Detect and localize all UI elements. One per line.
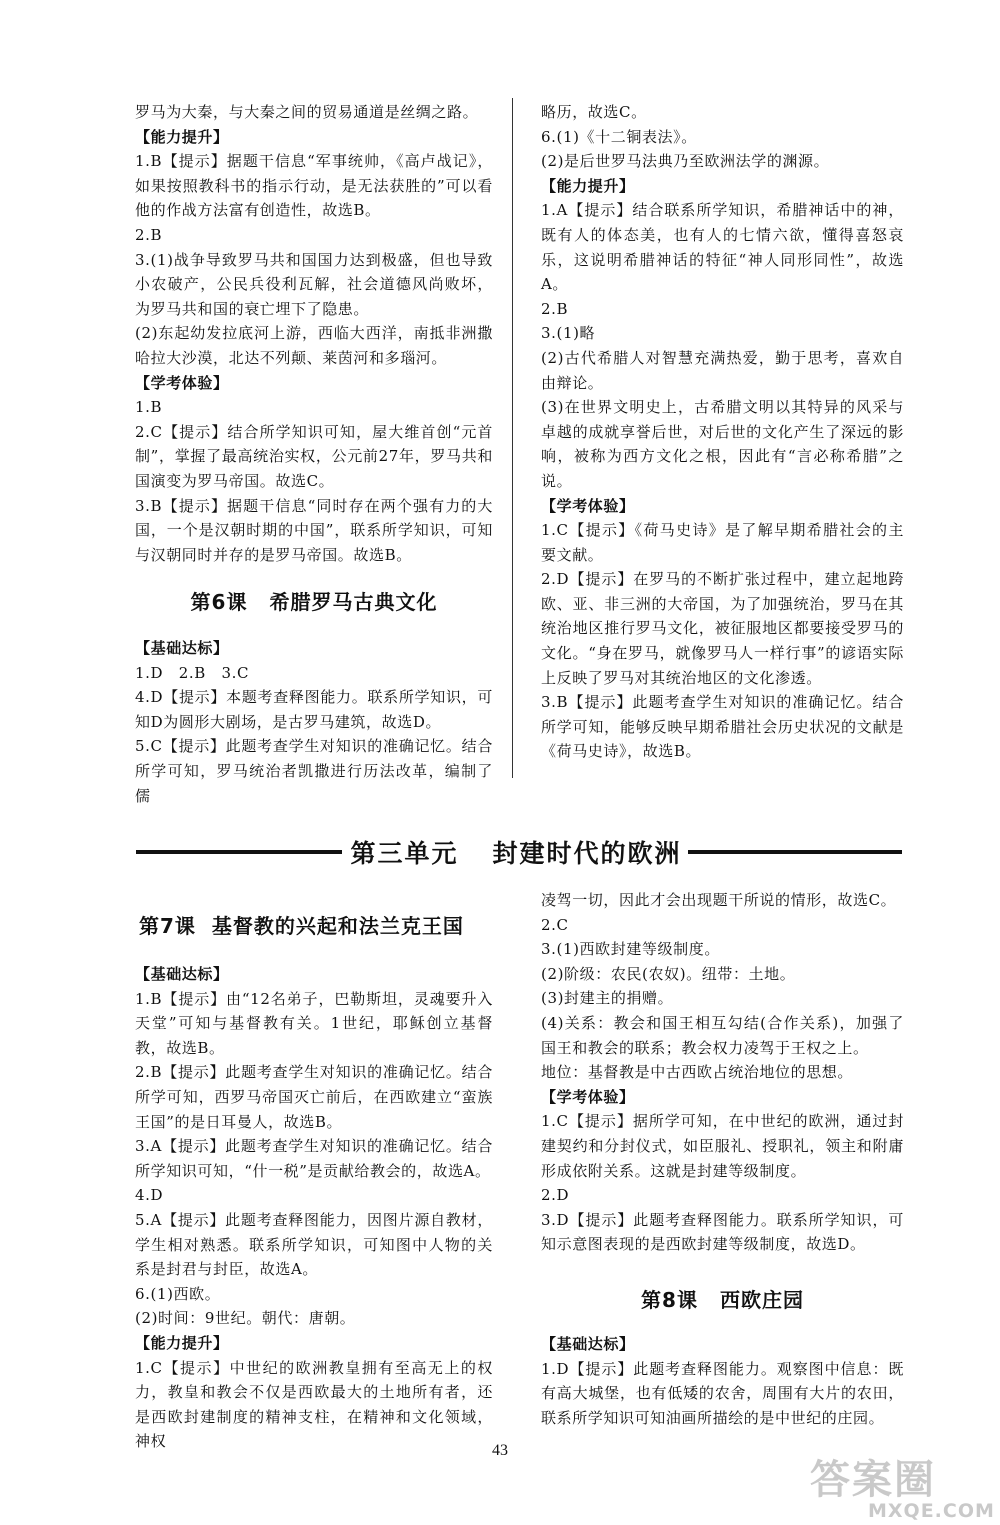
watermark-site: MXQE.COM bbox=[868, 1500, 995, 1522]
answer-paragraph: 2.B bbox=[541, 299, 569, 318]
lesson-8-right-content bbox=[541, 1332, 904, 1430]
answer-paragraph: 1.C【提示】据所学可知，在中世纪的欧洲，通过封建契约和分封仪式，如臣服礼、授职礼，领主和附庸形成依附关系。这就是封建等级制度。 bbox=[541, 1112, 904, 1180]
answer-paragraph: 4.D bbox=[135, 1186, 164, 1205]
answer-paragraph: 罗马为大秦，与大秦之间的贸易通道是丝绸之路。 bbox=[135, 103, 479, 121]
answer-paragraph: 1.C【提示】《荷马史诗》是了解早期希腊社会的主要文献。 bbox=[541, 521, 904, 564]
section-heading: 【基础达标】 bbox=[541, 1335, 635, 1353]
section-heading: 【学考体验】 bbox=[541, 1087, 635, 1106]
section-heading: 【学考体验】 bbox=[541, 496, 635, 515]
answer-paragraph: 3.B【提示】据题干信息“同时存在两个强有力的大国，一个是汉朝时期的中国”，联系所学知识，可知与汉朝同时并存的是罗马帝国。故选B。 bbox=[135, 496, 493, 564]
answer-paragraph: 凌驾一切，因此才会出现题干所说的情形，故选C。 bbox=[541, 891, 897, 909]
answer-paragraph: 地位：基督教是中古西欧占统治地位的思想。 bbox=[541, 1063, 854, 1082]
answer-paragraph: 2.C【提示】结合所学知识可知，屋大维首创“元首制”，掌握了最高统治实权，公元前27年，罗马共和国演变为罗马帝国。故选C。 bbox=[135, 422, 493, 490]
watermark-main: 答案圈 bbox=[810, 1457, 936, 1503]
section-heading: 【基础达标】 bbox=[135, 965, 229, 983]
answer-paragraph: 2.D【提示】在罗马的不断扩张过程中，建立起地跨欧、亚、非三洲的大帝国，为了加强统治，罗马在其统治地区推行罗马文化，被征服地区都要接受罗马的文化。“身在罗马，就像罗马人一样行事”的谚语实际上反映了罗马对其统治地区的文化渗透。 bbox=[541, 570, 904, 687]
answer-paragraph: 略历，故选C。 bbox=[541, 103, 647, 121]
section-heading: 【学考体验】 bbox=[135, 373, 229, 392]
answer-paragraph: 1.D 2.B 3.C bbox=[135, 663, 250, 682]
answer-paragraph: 5.C【提示】此题考查学生对知识的准确记忆。结合所学可知，罗马统治者凯撒进行历法改革，编制了儒 bbox=[135, 737, 493, 805]
bottom-right-column bbox=[541, 888, 904, 1257]
top-right-column bbox=[541, 100, 904, 764]
unit-banner bbox=[136, 828, 902, 876]
answer-paragraph: (2)阶级：农民(农奴)。纽带：土地。 bbox=[541, 964, 796, 983]
section-heading: 【能力提升】 bbox=[541, 176, 635, 195]
answer-paragraph: 3.D【提示】此题考查释图能力。联系所学知识，可知示意图表现的是西欧封建等级制度，故选D。 bbox=[541, 1210, 904, 1254]
answer-paragraph: 5.A【提示】此题考查释图能力，因图片源自教材，学生相对熟悉。联系所学知识，可知图中人物的关系是封君与封臣，故选A。 bbox=[135, 1210, 493, 1279]
answer-paragraph: 6.(1)西欧。 bbox=[135, 1284, 221, 1303]
lesson-8-name: 西欧庄园 bbox=[719, 1288, 804, 1312]
answer-paragraph: (3)在世界文明史上，古希腊文明以其特异的风采与卓越的成就享誉后世，对后世的文化产生了深远的影响，被称为西方文化之根，因此有“言必称希腊”之说。 bbox=[541, 398, 904, 490]
watermark-logo bbox=[806, 1448, 995, 1522]
answer-paragraph: 1.B bbox=[135, 398, 163, 417]
top-left-content bbox=[135, 100, 493, 567]
answer-paragraph: 3.(1)略 bbox=[541, 324, 596, 343]
answer-paragraph: (2)时间：9世纪。朝代：唐朝。 bbox=[135, 1309, 356, 1328]
answer-paragraph: 1.B【提示】由“12名弟子，巴勒斯坦，灵魂要升入天堂”可知与基督教有关。1世纪，耶稣创立基督教，故选B。 bbox=[135, 989, 493, 1057]
answer-paragraph: 1.C【提示】中世纪的欧洲教皇拥有至高无上的权力，教皇和教会不仅是西欧最大的土地所有者，还是西欧封建制度的精神支柱，在精神和文化领域，神权 bbox=[135, 1358, 493, 1451]
answer-paragraph: 3.(1)战争导致罗马共和国国力达到极盛，但也导致小农破产，公民兵役利瓦解，社会道德风尚败坏，为罗马共和国的衰亡埋下了隐患。 bbox=[135, 250, 493, 318]
answer-paragraph: 1.A【提示】结合联系所学知识，希腊神话中的神，既有人的体态美，也有人的七情六欲，懂得喜怒哀乐，这说明希腊神话的特征“神人同形同性”，故选A。 bbox=[541, 201, 904, 294]
lesson-6-left-content bbox=[135, 636, 493, 808]
unit-banner-title bbox=[348, 828, 684, 876]
top-right-content bbox=[541, 100, 904, 764]
lesson-8-title bbox=[541, 1284, 904, 1313]
lesson-6-number: 第6课 bbox=[190, 590, 248, 614]
lesson-7-title bbox=[135, 910, 493, 939]
answer-paragraph: 2.B【提示】此题考查学生对知识的准确记忆。结合所学可知，西罗马帝国灭亡前后，在西欧建立“蛮族王国”的是日耳曼人，故选B。 bbox=[135, 1063, 493, 1131]
answer-paragraph: 4.D【提示】本题考查释图能力。联系所学知识，可知D为圆形大剧场，是古罗马建筑，故选D。 bbox=[135, 688, 493, 731]
unit-banner-rule-right bbox=[688, 850, 902, 854]
lesson-8-right-column bbox=[541, 1332, 904, 1430]
answer-paragraph: 2.C bbox=[541, 915, 569, 934]
section-heading: 【能力提升】 bbox=[135, 1333, 229, 1352]
answer-paragraph: 3.A【提示】此题考查学生对知识的准确记忆。结合所学知识可知，“什一税”是贡献给教会的，故选A。 bbox=[135, 1137, 493, 1180]
answer-paragraph: 1.D【提示】此题考查释图能力。观察图中信息：既有高大城堡，也有低矮的农舍，周围有大片的农田，联系所学知识可知油画所描绘的是中世纪的庄园。 bbox=[541, 1359, 904, 1427]
section-heading: 【能力提升】 bbox=[135, 127, 229, 146]
answer-paragraph: 2.B bbox=[135, 225, 163, 244]
section-heading: 【基础达标】 bbox=[135, 639, 229, 657]
bottom-left-content bbox=[135, 962, 493, 1454]
answer-paragraph: 1.B【提示】据题干信息“军事统帅，《高卢战记》，如果按照教科书的指示行动，是无法获胜的”可以看他的作战方法富有创造性，故选B。 bbox=[135, 152, 493, 220]
lesson-7-number: 第7课 bbox=[139, 914, 196, 938]
column-divider bbox=[512, 98, 513, 778]
lesson-6-left-column bbox=[135, 636, 493, 808]
answer-paragraph: 6.(1)《十二铜表法》。 bbox=[541, 127, 697, 146]
answer-paragraph: 3.(1)西欧封建等级制度。 bbox=[541, 940, 720, 959]
lesson-6-title bbox=[135, 586, 493, 615]
unit-banner-rule-left bbox=[136, 850, 342, 854]
answer-paragraph: (4)关系：教会和国王相互勾结(合作关系)，加强了国王和教会的联系；教会权力凌驾于王权之上。 bbox=[541, 1013, 904, 1057]
top-left-column bbox=[135, 100, 493, 567]
lesson-7-name: 基督教的兴起和法兰克王国 bbox=[211, 914, 464, 938]
answer-paragraph: 3.B【提示】此题考查学生对知识的准确记忆。结合所学可知，能够反映早期希腊社会历史状况的文献是《荷马史诗》，故选B。 bbox=[541, 693, 904, 761]
bottom-right-content bbox=[541, 888, 904, 1257]
answer-paragraph: (2)古代希腊人对智慧充满热爱，勤于思考，喜欢自由辩论。 bbox=[541, 348, 904, 392]
answer-paragraph: (3)封建主的捐赠。 bbox=[541, 989, 674, 1008]
bottom-left-column bbox=[135, 962, 493, 1454]
page-number: 43 bbox=[492, 1442, 508, 1459]
answer-paragraph: 2.D bbox=[541, 1186, 570, 1205]
unit-name: 封建时代的欧洲 bbox=[492, 839, 682, 868]
lesson-8-number: 第8课 bbox=[641, 1288, 698, 1312]
answer-paragraph: (2)东起幼发拉底河上游，西临大西洋，南抵非洲撒哈拉大沙漠，北达不列颠、莱茵河和多瑙河。 bbox=[135, 324, 493, 367]
lesson-6-name: 希腊罗马古典文化 bbox=[269, 590, 438, 614]
unit-number: 第三单元 bbox=[350, 839, 459, 868]
answer-paragraph: (2)是后世罗马法典乃至欧洲法学的渊源。 bbox=[541, 152, 830, 171]
